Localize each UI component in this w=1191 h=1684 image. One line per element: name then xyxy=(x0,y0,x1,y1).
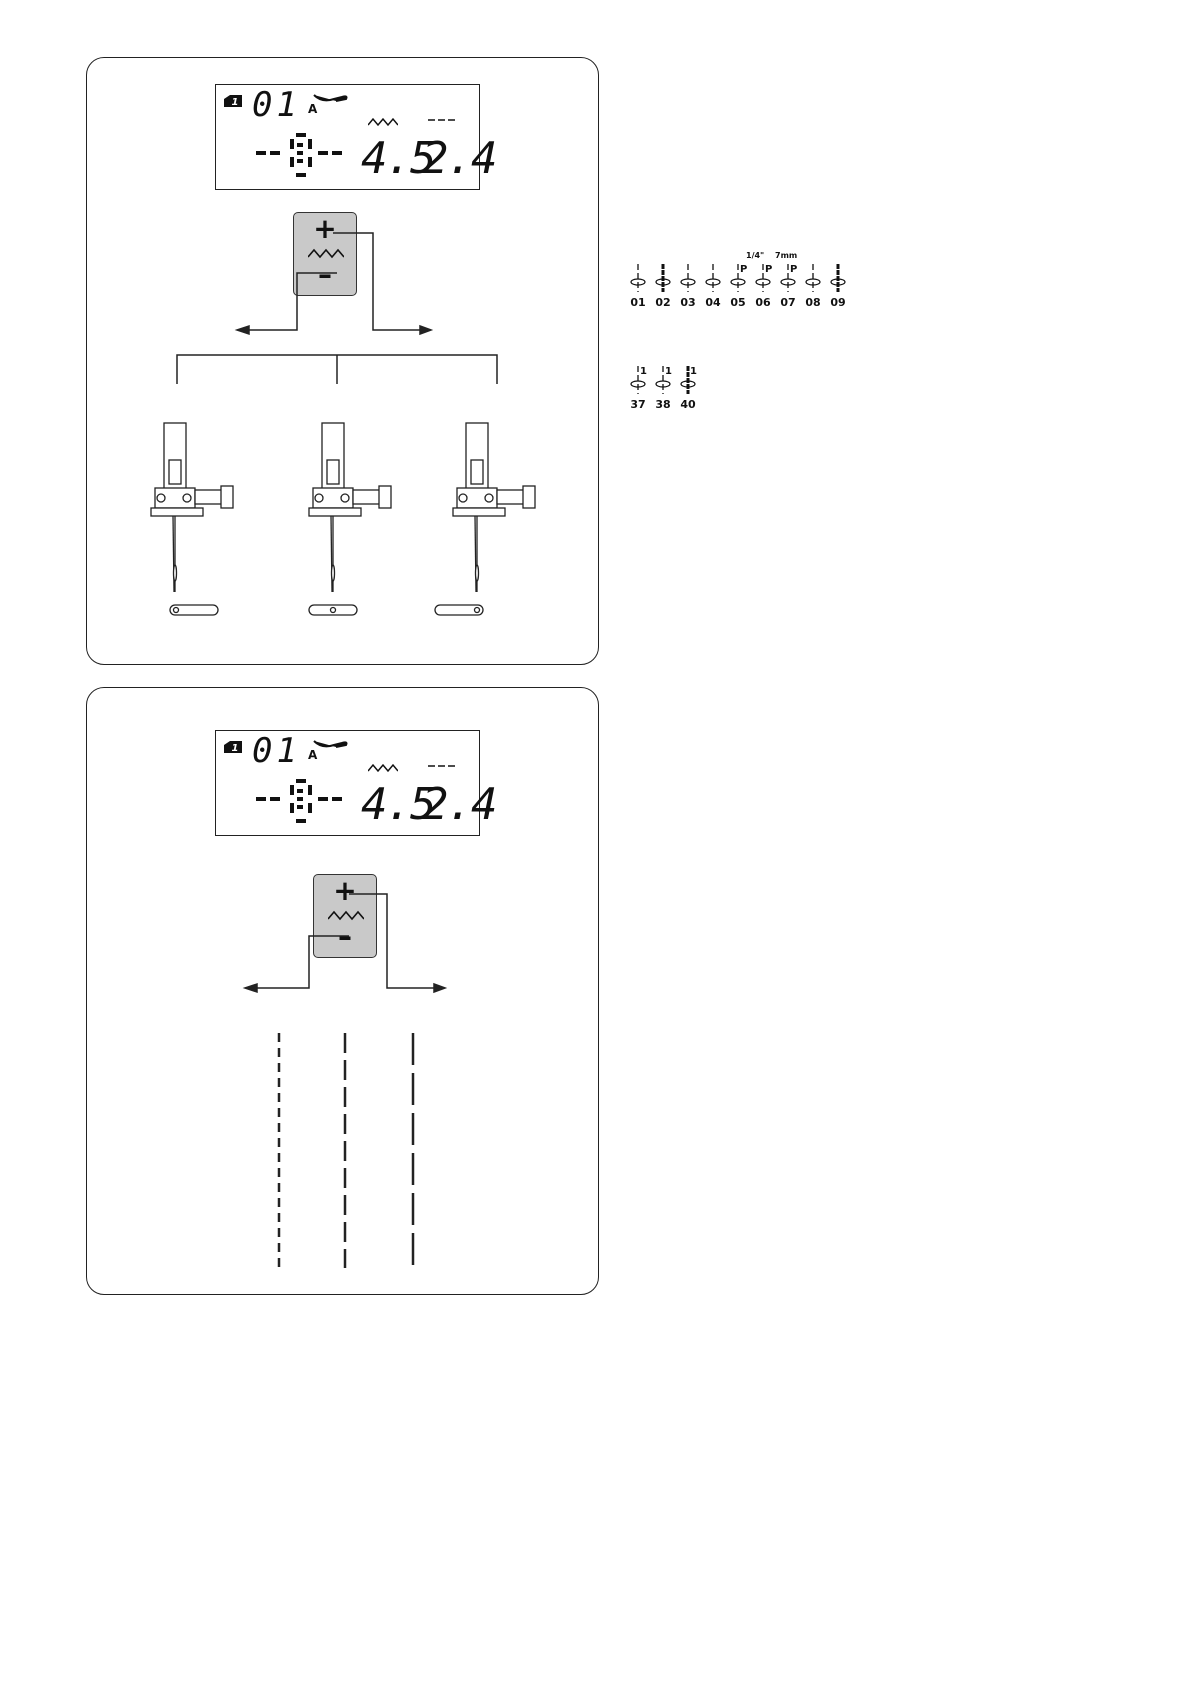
stitch-item xyxy=(702,260,724,320)
stitch-mark: 1 xyxy=(665,366,672,377)
stitch-number: 40 xyxy=(680,398,696,411)
stitch-number: 05 xyxy=(730,296,746,309)
stitch-number: 02 xyxy=(655,296,671,309)
stitch-number: 08 xyxy=(805,296,821,309)
stitch-item xyxy=(652,362,674,422)
minus-button[interactable]: – xyxy=(318,258,332,291)
stitch-mark: 1 xyxy=(690,366,697,377)
stitch-number: 07 xyxy=(780,296,796,309)
stitch-item xyxy=(652,260,674,320)
stitch-mark: P xyxy=(790,264,798,275)
stitch-item xyxy=(802,260,824,320)
stitch-length-value: 2.4 xyxy=(422,133,496,184)
stitch-item xyxy=(775,251,799,320)
stitch-number: 37 xyxy=(630,398,646,411)
stitch-item xyxy=(727,260,749,320)
stitch-mark: P xyxy=(740,264,748,275)
stitch-length-value: 2.4 xyxy=(422,779,496,830)
needle-position-panel xyxy=(86,57,599,665)
stitch-number: 09 xyxy=(830,296,846,309)
needle-left-position xyxy=(151,423,233,615)
svg-text:1: 1 xyxy=(231,743,239,754)
stitch-top-label: 7mm xyxy=(775,251,798,260)
diagram-lines xyxy=(87,688,600,1296)
presser-foot-letter: A xyxy=(308,748,318,762)
stitch-icon xyxy=(652,262,674,294)
stitch-mark: 1 xyxy=(640,366,647,377)
stitch-icon xyxy=(802,262,824,294)
stitch-mark: P xyxy=(765,264,773,275)
stitch-icon xyxy=(627,262,649,294)
stitch-top-label: 1/4" xyxy=(746,251,765,260)
stitch-number: 06 xyxy=(755,296,771,309)
stitch-item xyxy=(827,260,849,320)
minus-button[interactable]: – xyxy=(338,920,352,953)
plus-button[interactable]: + xyxy=(333,874,357,907)
stitch-item xyxy=(746,251,774,320)
stitch-icon xyxy=(702,262,724,294)
stitch-number: 04 xyxy=(705,296,721,309)
diagram-lines xyxy=(87,58,600,666)
stitch-number: 01 xyxy=(630,296,646,309)
presser-foot-letter: A xyxy=(308,102,318,116)
pattern-number: 01 xyxy=(252,85,301,125)
plus-button[interactable]: + xyxy=(313,212,337,245)
needle-right-position xyxy=(435,423,535,615)
stitch-item xyxy=(627,362,649,422)
needle-center-position xyxy=(309,423,391,615)
stitch-item xyxy=(677,362,699,422)
svg-text:1: 1 xyxy=(231,97,239,108)
pattern-number: 01 xyxy=(252,731,301,771)
stitch-length-panel xyxy=(86,687,599,1295)
stitch-number: 03 xyxy=(680,296,696,309)
stitch-width-value: 4.5 xyxy=(361,133,435,184)
stitch-width-value: 4.5 xyxy=(361,779,435,830)
stitch-number: 38 xyxy=(655,398,671,411)
stitch-icon xyxy=(827,262,849,294)
stitch-item xyxy=(677,260,699,320)
stitch-icon xyxy=(677,262,699,294)
stitch-item xyxy=(627,260,649,320)
